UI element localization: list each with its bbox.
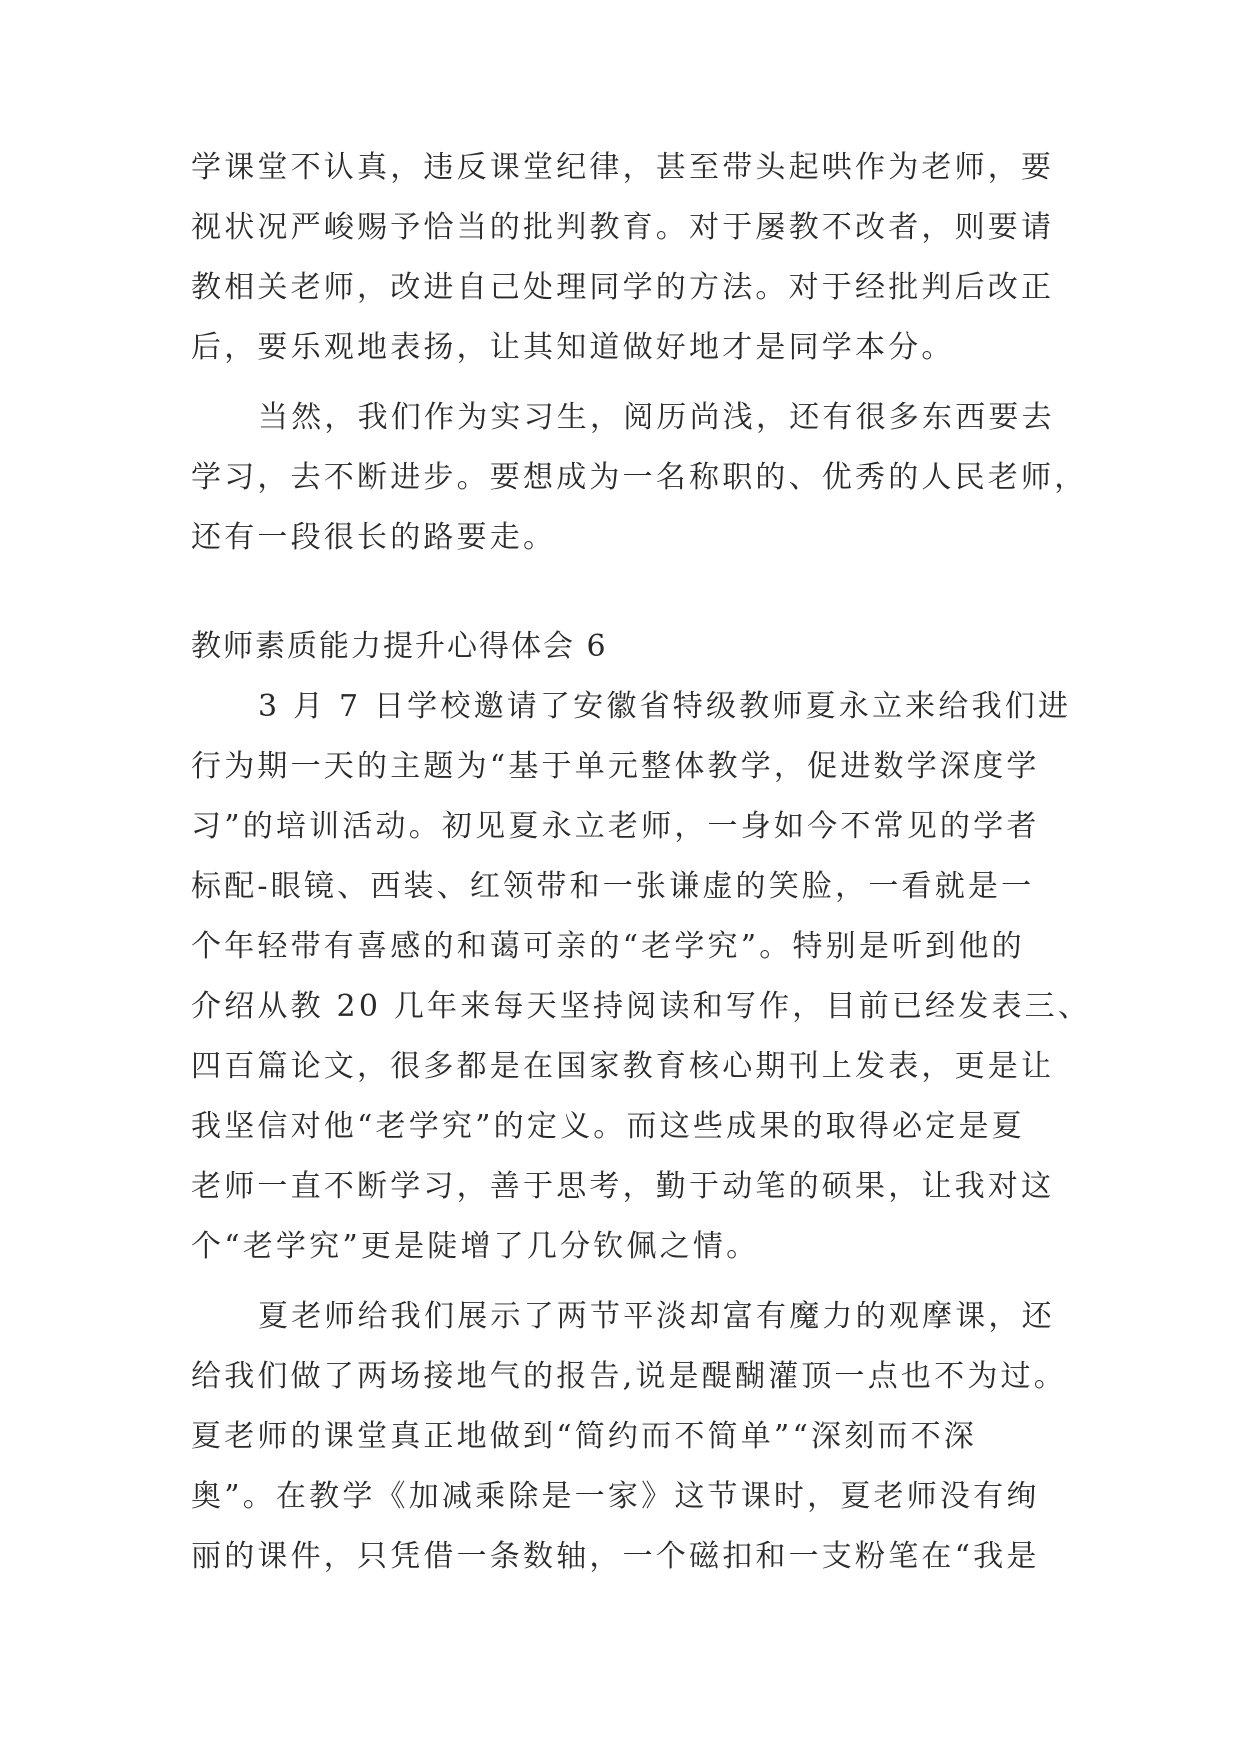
paragraph-line: 奥”。在教学《加减乘除是一家》这节课时，夏老师没有绚: [191, 1479, 1040, 1514]
paragraph-line: 还有一段很长的路要走。: [191, 520, 557, 555]
paragraph-line: 我坚信对他“老学究”的定义。而这些成果的取得必定是夏: [191, 1109, 1025, 1144]
paragraph-line: 视状况严峻赐予恰当的批判教育。对于屡教不改者，则要请: [191, 210, 1055, 245]
paragraph-line: 四百篇论文，很多都是在国家教育核心期刊上发表，更是让: [191, 1049, 1055, 1084]
paragraph-line: 标配-眼镜、西装、红领带和一张谦虚的笑脸，一看就是一: [191, 869, 1035, 904]
paragraph-line: 后，要乐观地表扬，让其知道做好地才是同学本分。: [191, 330, 955, 365]
section-heading: 教师素质能力提升心得体会 6: [191, 629, 608, 664]
paragraph-line: 介绍从教 20 几年来每天坚持阅读和写作，目前已经发表三、: [191, 989, 1092, 1024]
paragraph-line: 习”的培训活动。初见夏永立老师，一身如今不常见的学者: [191, 809, 1040, 844]
paragraph-line: 教相关老师，改进自己处理同学的方法。对于经批判后改正: [191, 270, 1055, 305]
paragraph-line: 个“老学究”更是陡增了几分钦佩之情。: [191, 1229, 760, 1264]
paragraph-line: 学习，去不断进步。要想成为一名称职的、优秀的人民老师，: [191, 460, 1088, 495]
paragraph-line: 行为期一天的主题为“基于单元整体教学，促进数学深度学: [191, 749, 1040, 784]
paragraph-line: 老师一直不断学习，善于思考，勤于动笔的硕果，让我对这: [191, 1169, 1055, 1204]
paragraph-line: 个年轻带有喜感的和蔼可亲的“老学究”。特别是听到他的: [191, 929, 1025, 964]
paragraph-line: 夏老师给我们展示了两节平淡却富有魔力的观摩课，还: [258, 1299, 1055, 1334]
paragraph-line: 丽的课件，只凭借一条数轴，一个磁扣和一支粉笔在“我是: [191, 1539, 1040, 1574]
paragraph-line: 夏老师的课堂真正地做到“简约而不简单”“深刻而不深: [191, 1419, 978, 1454]
paragraph-line: 学课堂不认真，违反课堂纪律，甚至带头起哄作为老师，要: [191, 150, 1055, 185]
paragraph-line: 3 月 7 日学校邀请了安徽省特级教师夏永立来给我们进: [258, 689, 1072, 724]
paragraph-line: 给我们做了两场接地气的报告,说是醍醐灌顶一点也不为过。: [191, 1359, 1067, 1394]
paragraph-line: 当然，我们作为实习生，阅历尚浅，还有很多东西要去: [258, 400, 1055, 435]
